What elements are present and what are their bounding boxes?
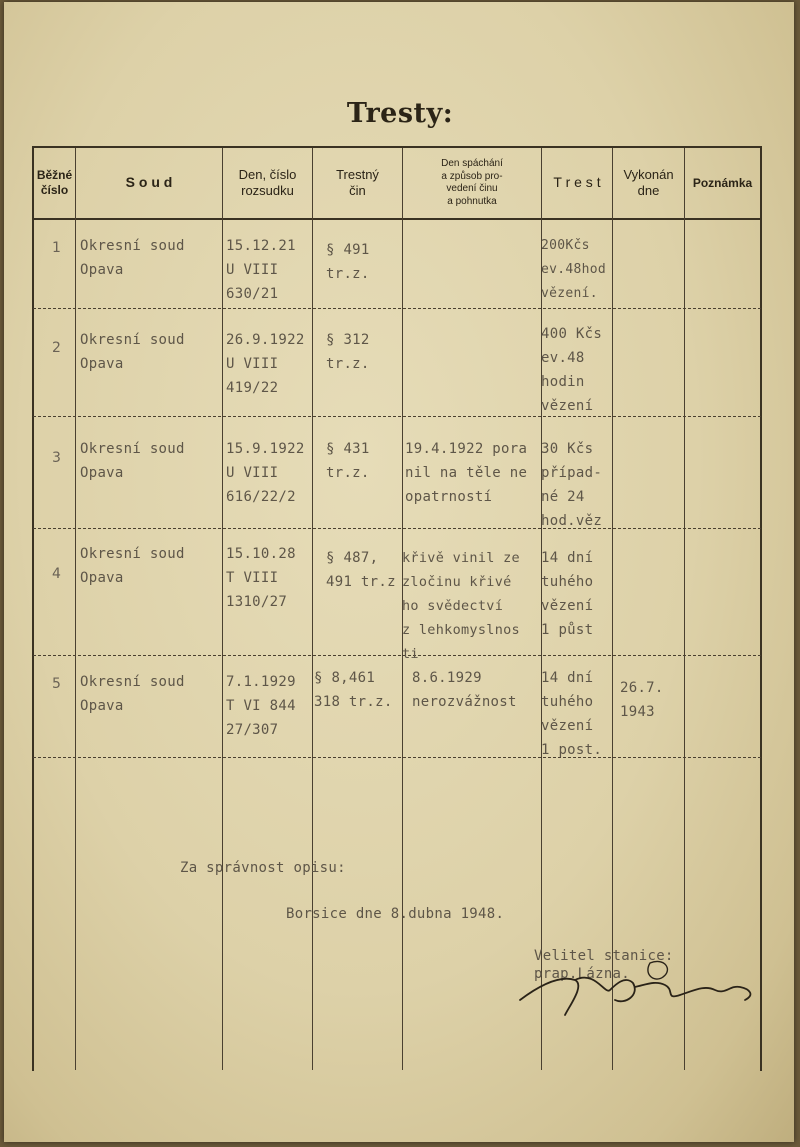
cell-trest: 30 Kčs případ- né 24 hod.věz bbox=[541, 441, 603, 529]
commander-name: prap.Lázna. bbox=[534, 966, 631, 982]
column-divider bbox=[684, 148, 685, 1070]
cell-trest: 14 dní tuhého vězení 1 post. bbox=[541, 670, 603, 758]
header-bezne-cislo: Běžné číslo bbox=[36, 168, 73, 197]
certification-text: Za správnost opisu: bbox=[180, 860, 346, 876]
cell-spachani: 8.6.1929 nerozvážnost bbox=[412, 670, 517, 710]
row-number: 2 bbox=[52, 340, 61, 356]
cell-soud: Okresní soud Opava bbox=[80, 546, 185, 586]
column-divider bbox=[75, 148, 76, 1070]
row-separator bbox=[33, 757, 761, 758]
cell-soud: Okresní soud Opava bbox=[80, 674, 185, 714]
cell-rozsudek: 15.12.21 U VIII 630/21 bbox=[226, 238, 296, 302]
cell-trestny-cin: § 431 tr.z. bbox=[326, 441, 370, 481]
row-separator bbox=[33, 416, 761, 417]
place-date: Borsice dne 8.dubna 1948. bbox=[286, 906, 505, 922]
table-frame bbox=[32, 146, 762, 1071]
header-poznamka: Poznámka bbox=[692, 175, 753, 190]
header-divider bbox=[32, 218, 762, 220]
header-vykonan: Vykonán dne bbox=[623, 166, 674, 198]
row-number: 5 bbox=[52, 676, 61, 692]
cell-soud: Okresní soud Opava bbox=[80, 238, 185, 278]
column-divider bbox=[612, 148, 613, 1070]
cell-trest: 200Kčs ev.48hod vězení. bbox=[541, 238, 607, 301]
row-number: 1 bbox=[52, 240, 61, 256]
row-number: 4 bbox=[52, 566, 61, 582]
row-separator bbox=[33, 308, 761, 309]
cell-trestny-cin: § 491 tr.z. bbox=[326, 242, 370, 282]
cell-trestny-cin: § 312 tr.z. bbox=[326, 332, 370, 372]
cell-rozsudek: 15.9.1922 U VIII 616/22/2 bbox=[226, 441, 305, 505]
commander-title: Velitel stanice: bbox=[534, 948, 674, 964]
cell-soud: Okresní soud Opava bbox=[80, 332, 185, 372]
cell-trest: 400 Kčs ev.48 hodin vězení bbox=[541, 326, 603, 414]
cell-rozsudek: 15.10.28 T VIII 1310/27 bbox=[226, 546, 296, 610]
cell-trest: 14 dní tuhého vězení 1 půst bbox=[541, 550, 594, 638]
page-title: Tresty: bbox=[346, 98, 454, 129]
header-trest: T r e s t bbox=[553, 174, 601, 191]
cell-rozsudek: 26.9.1922 U VIII 419/22 bbox=[226, 332, 305, 396]
cell-vykonan: 26.7. 1943 bbox=[620, 680, 664, 720]
header-soud: S o u d bbox=[125, 174, 173, 191]
column-divider bbox=[222, 148, 223, 1070]
cell-rozsudek: 7.1.1929 T VI 844 27/307 bbox=[226, 674, 296, 738]
row-separator bbox=[33, 528, 761, 529]
handwritten-signature bbox=[515, 955, 765, 1035]
header-rozsudek: Den, číslo rozsudku bbox=[238, 166, 297, 198]
cell-trestny-cin: § 8,461 318 tr.z. bbox=[314, 670, 393, 710]
row-number: 3 bbox=[52, 450, 61, 466]
header-trestny-cin: Trestný čin bbox=[336, 166, 379, 198]
cell-spachani: křivě vinil ze zločinu křivé ho svědectví z lehkomyslnos ti bbox=[402, 550, 520, 662]
header-spachani: Den spáchání a způsob pro- vedení činu a pohnutka bbox=[441, 158, 503, 207]
row-separator bbox=[33, 655, 761, 656]
cell-spachani: 19.4.1922 pora nil na těle ne opatrností bbox=[405, 441, 528, 505]
column-divider bbox=[312, 148, 313, 1070]
cell-trestny-cin: § 487, 491 tr.z bbox=[326, 550, 396, 590]
cell-soud: Okresní soud Opava bbox=[80, 441, 185, 481]
